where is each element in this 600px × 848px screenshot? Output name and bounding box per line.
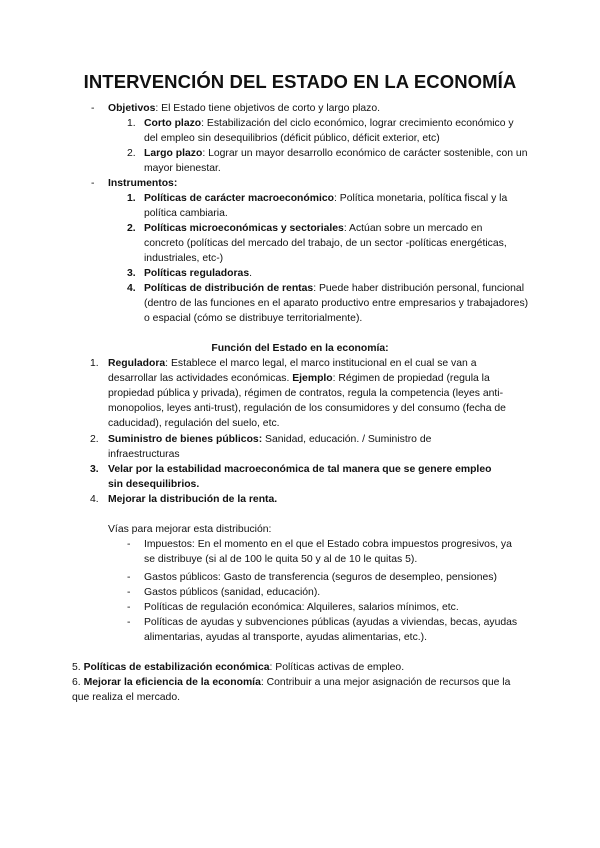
objetivos-line — [108, 101, 548, 116]
list-item — [144, 266, 520, 281]
bullet-dash: - — [91, 103, 95, 114]
list-item: Impuestos: En el momento en el que el Estado cobra impuestos progresivos, ya se distribuye (si al de 100 le quita 50 y al de 10 le quitas 5). — [144, 539, 512, 565]
list-number: 4. — [90, 494, 99, 505]
list-item — [144, 191, 534, 221]
vias-intro: Vías para mejorar esta distribución: — [108, 524, 272, 535]
instrumentos-label — [108, 176, 177, 191]
list-item — [108, 432, 488, 462]
list-item — [108, 492, 528, 507]
list-number — [127, 221, 136, 236]
item-label: Políticas microeconómicas y sectoriales — [144, 223, 344, 234]
list-number: 1. — [127, 118, 136, 129]
item-number: 6. — [72, 677, 81, 688]
objetivos-label: Objetivos — [108, 103, 156, 114]
num-text: 2. — [127, 223, 136, 234]
list-item — [108, 462, 504, 492]
list-item — [144, 116, 530, 146]
item-label: Suministro de bienes públicos: — [108, 434, 263, 445]
list-item: Políticas de ayudas y subvenciones públicas (ayudas a viviendas, becas, ayudas alimentarias, ayudas al transporte, ayudas alimentarias, etc.). — [144, 617, 518, 643]
item-label: Largo plazo — [144, 148, 203, 159]
list-number: 2. — [127, 148, 136, 159]
num-text: 4. — [127, 283, 136, 294]
list-item — [144, 281, 536, 326]
bullet-dash: - — [127, 587, 131, 598]
item-number: 5. — [72, 662, 81, 673]
list-item: Gastos públicos: Gasto de transferencia (seguros de desempleo, pensiones) — [144, 572, 497, 583]
list-number — [127, 281, 136, 296]
num-text: 3. — [90, 464, 99, 475]
list-item — [108, 356, 524, 431]
bullet-dash: - — [127, 617, 131, 628]
item-label: Políticas reguladoras — [144, 268, 250, 279]
item-label: Reguladora — [108, 358, 166, 369]
num-text: 3. — [127, 268, 136, 279]
item-label: Políticas de estabilización económica — [83, 662, 270, 673]
item-text: : Establece el marco legal, el marco institucional en el cual se van a desarrollar las actividades económicas. — [108, 358, 477, 384]
item-text-2: : Régimen de propiedad (regula la propiedad pública y privada), régimen de contratos, regula la competencia (leyes anti-monopolios, leyes anti-trust), regulación de los consumidores y del consumo (fecha de caducidad), regulación del suelo, etc. — [108, 373, 506, 429]
list-item — [72, 660, 542, 675]
item-label: Corto plazo — [144, 118, 202, 129]
item-text: : Contribuir a una mejor asignación de recursos que la que realiza el mercado. — [72, 677, 511, 703]
item-text: . — [249, 268, 252, 279]
item-text: : Puede haber distribución personal, funcional (dentro de las funciones en el aparato productivo entre empresarios y trabajadores) o espacial (cómo se distribuye territorialmente). — [144, 283, 529, 324]
bullet-dash: - — [127, 602, 131, 613]
list-number: 1. — [90, 358, 99, 369]
item-text: : Estabilización del ciclo económico, lograr crecimiento económico y del empleo sin desequilibrios (déficit público, déficit exterior, etc) — [144, 118, 514, 144]
item-text: : Política monetaria, política fiscal y la política cambiaria. — [144, 193, 508, 219]
num-text: 1. — [127, 193, 136, 204]
item-text: Sanidad, educación. / Suministro de infraestructuras — [108, 434, 432, 460]
objetivos-text: : El Estado tiene objetivos de corto y largo plazo. — [155, 103, 381, 114]
item-label: Mejorar la eficiencia de la economía — [83, 677, 261, 688]
list-item — [72, 675, 522, 705]
item-text: : Políticas activas de empleo. — [269, 662, 405, 673]
list-number — [127, 266, 136, 281]
bullet-dash: - — [127, 572, 131, 583]
list-number: 2. — [90, 434, 99, 445]
item-label-2: Ejemplo — [292, 373, 333, 384]
section-heading: Función del Estado en la economía: — [211, 343, 389, 354]
bullet-dash: - — [127, 539, 131, 550]
item-label: Políticas de distribución de rentas — [144, 283, 314, 294]
list-item: Gastos públicos (sanidad, educación). — [144, 587, 321, 598]
item-text: : Lograr un mayor desarrollo económico de carácter sostenible, con un mayor bienestar. — [144, 148, 528, 174]
list-item: Políticas de regulación económica: Alquileres, salarios mínimos, etc. — [144, 602, 459, 613]
page-title: INTERVENCIÓN DEL ESTADO EN LA ECONOMÍA — [83, 71, 517, 92]
list-item — [144, 146, 530, 176]
list-number — [127, 191, 136, 206]
item-label: Velar por la estabilidad macroeconómica de tal manera que se genere empleo sin desequilibrios. — [108, 464, 492, 490]
instrumentos-heading: Instrumentos: — [108, 178, 178, 189]
list-number — [90, 462, 99, 477]
bullet-dash: - — [91, 178, 95, 189]
list-item — [144, 221, 520, 266]
item-label: Políticas de carácter macroeconómico — [144, 193, 334, 204]
item-label: Mejorar la distribución de la renta. — [108, 494, 278, 505]
item-text: : Actúan sobre un mercado en concreto (políticas del mercado del trabajo, de un sector -políticas energéticas, industriales, etc-) — [144, 223, 507, 264]
